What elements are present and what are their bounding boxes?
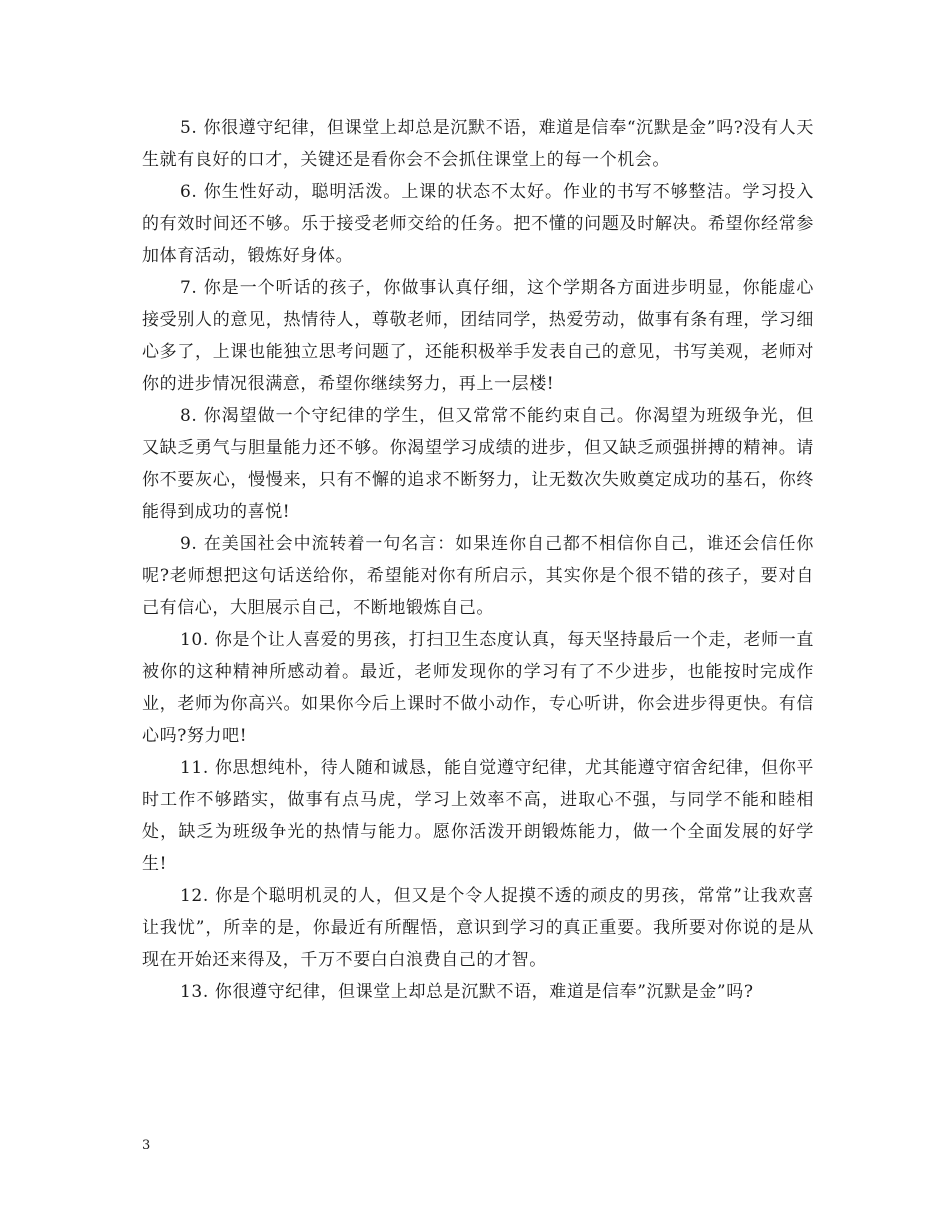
comment-paragraph-13: 13. 你很遵守纪律，但课堂上却总是沉默不语，难道是信奉”沉默是金”吗? bbox=[180, 982, 754, 1002]
comment-paragraph-6: 6. 你生性好动，聪明活泼。上课的状态不太好。作业的书写不够整洁。学习投入的有效时间还不够。乐于接受老师交给的任务。把不懂的问题及时解决。希望你经常参加体育活动，锻炼好身体。 bbox=[142, 182, 814, 266]
comment-paragraph-9: 9. 在美国社会中流转着一句名言：如果连你自己都不相信你自己，谁还会信任你呢?老师想把这句话送给你，希望能对你有所启示，其实你是个很不错的孩子，要对自己有信心，大胆展示自己，不断地锻炼自己。 bbox=[142, 534, 814, 618]
comment-paragraph-11: 11. 你思想纯朴，待人随和诚恳，能自觉遵守纪律，尤其能遵守宿舍纪律，但你平时工作不够踏实，做事有点马虎，学习上效率不高，进取心不强，与同学不能和睦相处，缺乏为班级争光的热情与能力。愿你活泼开朗锻炼能力，做一个全面发展的好学生! bbox=[142, 758, 814, 874]
comment-paragraph-7: 7. 你是一个听话的孩子，你做事认真仔细，这个学期各方面进步明显，你能虚心接受别人的意见，热情待人，尊敬老师，团结同学，热爱劳动，做事有条有理，学习细心多了，上课也能独立思考问题了，还能积极举手发表自己的意见，书写美观，老师对你的进步情况很满意，希望你继续努力，再上一层楼! bbox=[142, 278, 814, 394]
page-number: 3 bbox=[142, 1138, 151, 1153]
comment-paragraph-10: 10. 你是个让人喜爱的男孩，打扫卫生态度认真，每天坚持最后一个走，老师一直被你的这种精神所感动着。最近，老师发现你的学习有了不少进步，也能按时完成作业，老师为你高兴。如果你今后上课时不做小动作，专心听讲，你会进步得更快。有信心吗?努力吧! bbox=[142, 630, 814, 746]
comment-paragraph-12: 12. 你是个聪明机灵的人，但又是个令人捉摸不透的顽皮的男孩，常常”让我欢喜让我忧”，所幸的是，你最近有所醒悟，意识到学习的真正重要。我所要对你说的是从现在开始还来得及，千万不要白白浪费自己的才智。 bbox=[142, 886, 814, 970]
document-body bbox=[142, 112, 814, 1008]
comment-paragraph-5: 5. 你很遵守纪律，但课堂上却总是沉默不语，难道是信奉“沉默是金”吗?没有人天生就有良好的口才，关键还是看你会不会抓住课堂上的每一个机会。 bbox=[142, 118, 814, 170]
comment-paragraph-8: 8. 你渴望做一个守纪律的学生，但又常常不能约束自己。你渴望为班级争光，但又缺乏勇气与胆量能力还不够。你渴望学习成绩的进步，但又缺乏顽强拼搏的精神。请你不要灰心，慢慢来，只有不懈的追求不断努力，让无数次失败奠定成功的基石，你终能得到成功的喜悦! bbox=[142, 406, 814, 522]
